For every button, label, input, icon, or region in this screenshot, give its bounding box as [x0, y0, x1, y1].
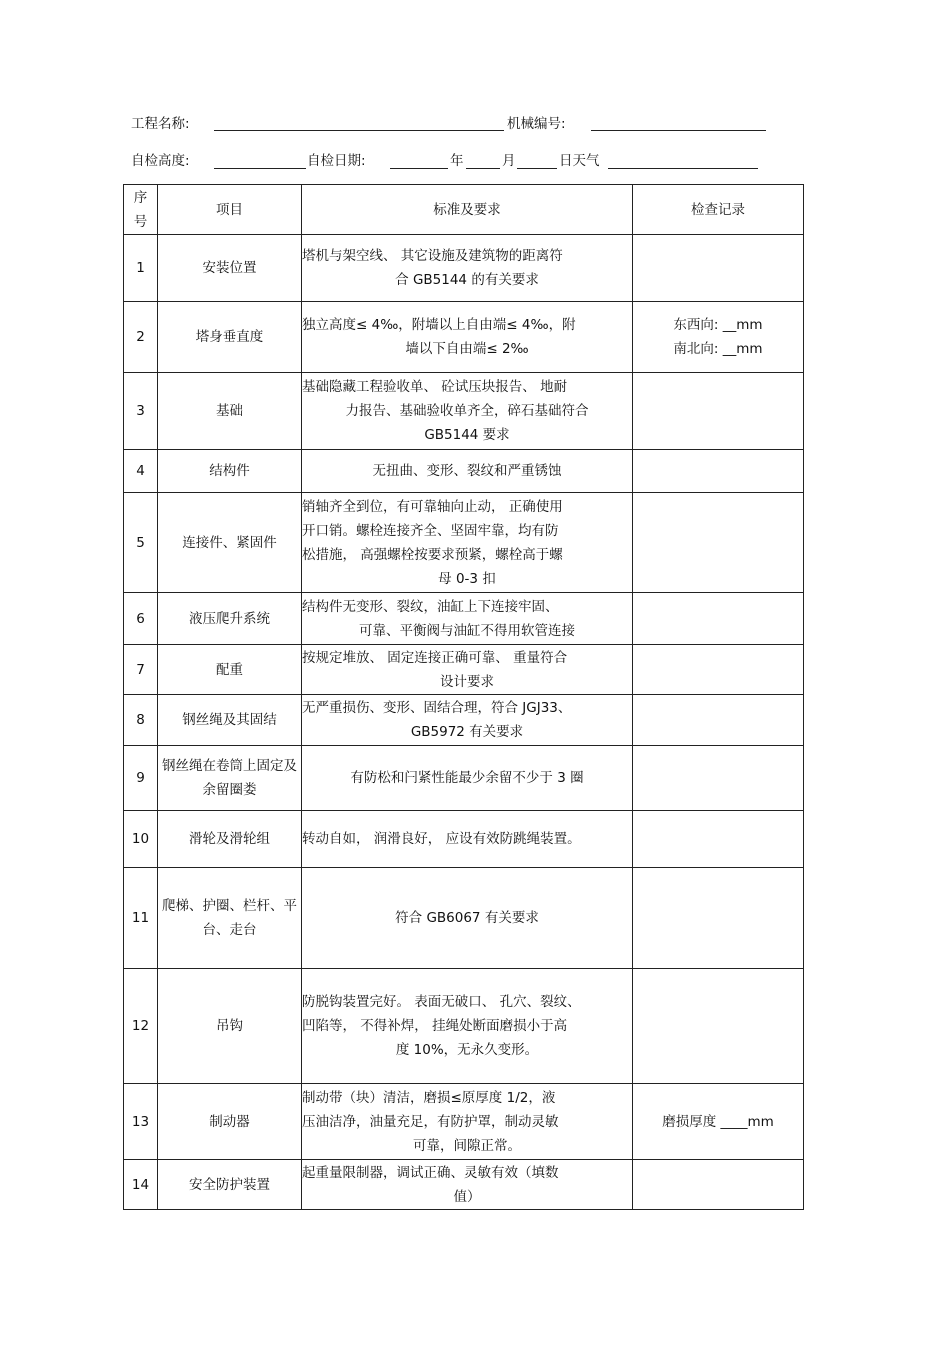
standard-line: 凹陷等， 不得补焊， 挂绳处断面磨损小于高 — [302, 1018, 568, 1034]
day-field[interactable] — [517, 168, 557, 169]
row-record[interactable] — [633, 645, 804, 695]
row-standard — [302, 493, 633, 593]
row-standard — [302, 235, 633, 302]
row-item: 安装位置 — [158, 235, 302, 302]
row-standard — [302, 1160, 633, 1210]
standard-line: 力报告、基础验收单齐全，碎石基础符合 — [345, 403, 589, 419]
row-standard — [302, 1084, 633, 1160]
machine-no-field[interactable] — [591, 130, 766, 131]
project-name-field[interactable] — [214, 130, 504, 131]
standard-line: 塔机与架空线、 其它设施及建筑物的距离符 — [302, 248, 563, 264]
header-standard: 标准及要求 — [302, 185, 633, 235]
standard-line: 松措施， 高强螺栓按要求预紧，螺栓高于螺 — [302, 546, 563, 563]
year-field[interactable] — [390, 168, 448, 169]
row-standard — [302, 811, 633, 868]
row-standard — [302, 373, 633, 450]
table-row — [124, 1084, 804, 1160]
table-row — [124, 450, 804, 493]
standard-line: 转动自如， 润滑良好， 应设有效防跳绳装置。 — [302, 831, 581, 847]
table-row — [124, 811, 804, 868]
row-no: 9 — [124, 746, 158, 811]
machine-no-label: 机械编号: — [507, 116, 566, 132]
inspect-date-label: 自检日期: — [307, 153, 366, 169]
row-record[interactable] — [633, 695, 804, 746]
standard-line: 压油洁净，油量充足，有防护罩，制动灵敏 — [302, 1113, 559, 1130]
table-row — [124, 695, 804, 746]
table-header-row — [124, 185, 804, 235]
record-line-south-north: 南北向: __mm — [673, 341, 763, 357]
year-label: 年 — [450, 153, 464, 169]
standard-line: 值） — [453, 1188, 481, 1205]
standard-line: 制动带（块）清洁，磨损≤原厚度 1/2，液 — [302, 1089, 556, 1106]
standard-line: 结构件无变形、裂纹，油缸上下连接牢固、 — [302, 598, 559, 615]
row-record[interactable] — [633, 1160, 804, 1210]
row-record[interactable] — [633, 746, 804, 811]
header-record: 检查记录 — [633, 185, 804, 235]
inspect-height-field[interactable] — [214, 168, 306, 169]
standard-line: 开口销。螺栓连接齐全、坚固牢靠，均有防 — [302, 522, 559, 539]
row-record[interactable] — [633, 868, 804, 969]
table-row — [124, 868, 804, 969]
row-no: 6 — [124, 593, 158, 645]
standard-line: 无严重损伤、变形、固结合理，符合 JGJ33、 — [302, 700, 572, 716]
table-row — [124, 645, 804, 695]
row-no: 14 — [124, 1160, 158, 1210]
header-no: 序号 — [124, 185, 158, 235]
row-item: 塔身垂直度 — [158, 302, 302, 373]
row-item: 钢丝绳在卷筒上固定及余留圈娄 — [158, 746, 302, 811]
standard-line: 墙以下自由端≤ 2‰ — [405, 341, 529, 357]
row-item: 爬梯、护圈、栏杆、平台、走台 — [158, 868, 302, 969]
standard-line: 独立高度≤ 4‰，附墙以上自由端≤ 4‰，附 — [302, 317, 576, 333]
row-no: 3 — [124, 373, 158, 450]
standard-line: 符合 GB6067 有关要求 — [395, 910, 539, 926]
row-no: 2 — [124, 302, 158, 373]
month-field[interactable] — [466, 168, 500, 169]
inspection-table — [123, 184, 804, 1210]
row-item: 配重 — [158, 645, 302, 695]
table-row — [124, 746, 804, 811]
row-standard — [302, 969, 633, 1084]
row-item: 结构件 — [158, 450, 302, 493]
row-record[interactable] — [633, 811, 804, 868]
standard-line: 按规定堆放、 固定连接正确可靠、 重量符合 — [302, 649, 568, 666]
row-item: 安全防护装置 — [158, 1160, 302, 1210]
row-no: 5 — [124, 493, 158, 593]
row-item: 制动器 — [158, 1084, 302, 1160]
row-item: 连接件、紧固件 — [158, 493, 302, 593]
standard-line: 可靠，间隙正常。 — [413, 1137, 521, 1154]
weather-field[interactable] — [608, 168, 758, 169]
table-row — [124, 302, 804, 373]
row-item: 液压爬升系统 — [158, 593, 302, 645]
inspect-height-label: 自检高度: — [131, 153, 190, 169]
row-no: 1 — [124, 235, 158, 302]
row-standard — [302, 695, 633, 746]
header-item: 项目 — [158, 185, 302, 235]
standard-line: 有防松和闩紧性能最少余留不少于 3 圈 — [350, 770, 584, 786]
row-item: 吊钩 — [158, 969, 302, 1084]
row-record[interactable] — [633, 493, 804, 593]
row-standard — [302, 645, 633, 695]
table-row — [124, 493, 804, 593]
table-row — [124, 969, 804, 1084]
row-record[interactable] — [633, 593, 804, 645]
standard-line: 母 0-3 扣 — [438, 570, 496, 587]
row-item: 基础 — [158, 373, 302, 450]
row-no: 8 — [124, 695, 158, 746]
row-standard — [302, 593, 633, 645]
standard-line: 设计要求 — [440, 673, 494, 690]
project-name-label: 工程名称: — [131, 116, 190, 132]
standard-line: 起重量限制器，调试正确、灵敏有效（填数 — [302, 1164, 559, 1181]
row-standard — [302, 746, 633, 811]
row-standard — [302, 302, 633, 373]
month-label: 月 — [502, 153, 516, 169]
row-record[interactable] — [633, 235, 804, 302]
standard-line: GB5972 有关要求 — [410, 724, 524, 740]
record-line-wear-thickness: 磨损厚度 ____mm — [662, 1113, 774, 1130]
table-row — [124, 373, 804, 450]
row-record[interactable] — [633, 373, 804, 450]
standard-line: 合 GB5144 的有关要求 — [395, 272, 539, 288]
row-record[interactable] — [633, 1084, 804, 1160]
standard-line: 无扭曲、变形、裂纹和严重锈蚀 — [372, 463, 562, 479]
row-no: 10 — [124, 811, 158, 868]
row-standard — [302, 868, 633, 969]
row-no: 7 — [124, 645, 158, 695]
standard-line: 可靠、平衡阀与油缸不得用软管连接 — [359, 622, 575, 639]
record-line-east-west: 东西向: __mm — [673, 317, 763, 333]
row-no: 11 — [124, 868, 158, 969]
row-item: 滑轮及滑轮组 — [158, 811, 302, 868]
table-row — [124, 593, 804, 645]
table-row — [124, 235, 804, 302]
day-weather-label: 日天气 — [559, 153, 600, 169]
row-record[interactable] — [633, 450, 804, 493]
standard-line: 销轴齐全到位，有可靠轴向止动， 正确使用 — [302, 498, 563, 515]
row-no: 4 — [124, 450, 158, 493]
row-no: 12 — [124, 969, 158, 1084]
standard-line: 基础隐藏工程验收单、 砼试压块报告、 地耐 — [302, 379, 568, 395]
row-no: 13 — [124, 1084, 158, 1160]
standard-line: 度 10%，无永久变形。 — [395, 1042, 539, 1058]
table-row — [124, 1160, 804, 1210]
standard-line: GB5144 要求 — [424, 427, 510, 443]
row-item: 钢丝绳及其固结 — [158, 695, 302, 746]
row-record[interactable] — [633, 969, 804, 1084]
standard-line: 防脱钩装置完好。 表面无破口、 孔穴、裂纹、 — [302, 994, 581, 1010]
row-record[interactable] — [633, 302, 804, 373]
row-standard — [302, 450, 633, 493]
